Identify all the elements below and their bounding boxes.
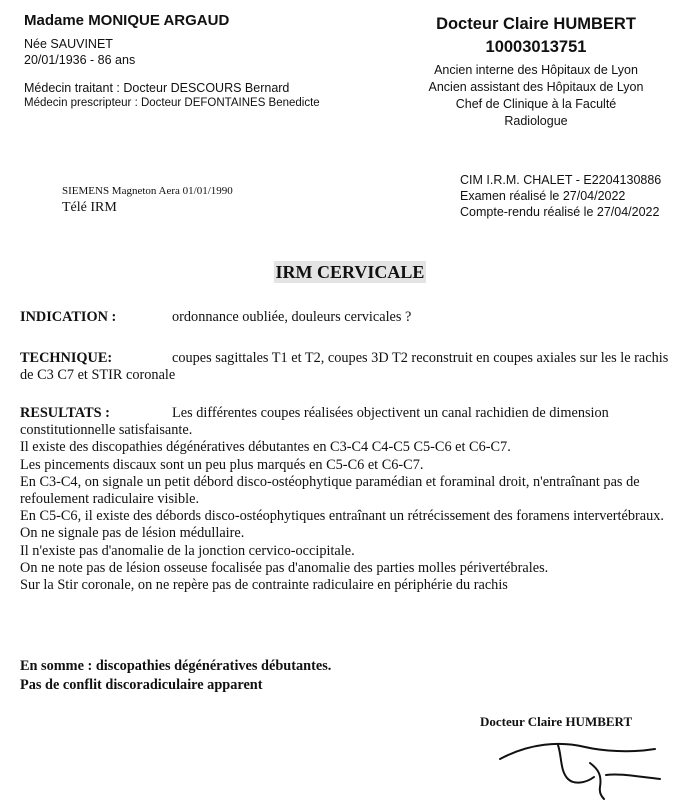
technique-text: coupes sagittales T1 et T2, coupes 3D T2 reconstruit en coupes axiales sur les le rachis de C3 C7 et STIR coronale [20, 350, 669, 384]
patient-birth-name: Née SAUVINET [24, 37, 113, 51]
patient-dob-age: 20/01/1936 - 86 ans [24, 53, 136, 67]
report-date: Compte-rendu réalisé le 27/04/2022 [460, 205, 660, 219]
doctor-id: 10003013751 [485, 38, 587, 56]
exam-reference: CIM I.R.M. CHALET - E2204130886 [460, 173, 662, 187]
summary-conclusion: En somme : discopathies dégénératives débutantes. [20, 658, 332, 674]
summary-conclusion: Pas de conflit discoradiculaire apparent [20, 677, 263, 693]
patient-name: Madame MONIQUE ARGAUD [24, 12, 230, 29]
technique-label: TECHNIQUE: [20, 350, 113, 366]
results-label: RESULTATS : [20, 405, 110, 421]
results-paragraph: Sur la Stir coronale, on ne repère pas de contrainte radiculaire en périphérie du rachis [20, 577, 508, 594]
doctor-name: Docteur Claire HUMBERT [436, 15, 636, 33]
results-paragraph: Les pincements discaux sont un peu plus marqués en C5-C6 et C6-C7. [20, 456, 424, 473]
handwritten-signature [490, 735, 665, 800]
treating-doctor: Médecin traitant : Docteur DESCOURS Bernard [24, 81, 290, 95]
report-title: IRM CERVICALE [275, 262, 425, 282]
results-paragraph: En C5-C6, il existe des débords disco-ostéophytiques entraînant un rétrécissement des foramens intervertébraux. [20, 508, 664, 525]
exam-date: Examen réalisé le 27/04/2022 [460, 189, 626, 203]
signature-name: Docteur Claire HUMBERT [480, 714, 633, 729]
results-paragraph: On ne note pas de lésion osseuse focalisée pas d'anomalie des parties molles périvertébrales. [20, 559, 549, 576]
report-title-wrapper [0, 262, 700, 283]
indication-text: ordonnance oubliée, douleurs cervicales ? [172, 309, 412, 325]
doctor-title: Ancien interne des Hôpitaux de Lyon [434, 63, 638, 77]
doctor-title: Chef de Clinique à la Faculté [455, 97, 617, 111]
results-paragraph: Il existe des discopathies dégénératives débutantes en C3-C4 C4-C5 C5-C6 et C6-C7. [20, 439, 511, 456]
results-section [20, 405, 685, 594]
doctor-title: Radiologue [504, 114, 568, 128]
device-type: Télé IRM [62, 200, 117, 215]
results-paragraph: Il n'existe pas d'anomalie de la jonction cervico-occipitale. [20, 542, 355, 559]
results-paragraph: On ne signale pas de lésion médullaire. [20, 525, 245, 542]
doctor-title: Ancien assistant des Hôpitaux de Lyon [428, 80, 644, 94]
prescribing-doctor: Médecin prescripteur : Docteur DEFONTAINES Benedicte [24, 97, 320, 109]
indication-label: INDICATION : [20, 309, 117, 325]
results-paragraph: Les différentes coupes réalisées objectivent un canal rachidien de dimension constitutionnelle satisfaisante. [20, 405, 609, 439]
device-model: SIEMENS Magneton Aera 01/01/1990 [62, 185, 233, 197]
results-paragraph: En C3-C4, on signale un petit débord disco-ostéophytique paramédian et foraminal droit, n'entraînant pas de refoulement radiculaire visible. [20, 473, 640, 508]
